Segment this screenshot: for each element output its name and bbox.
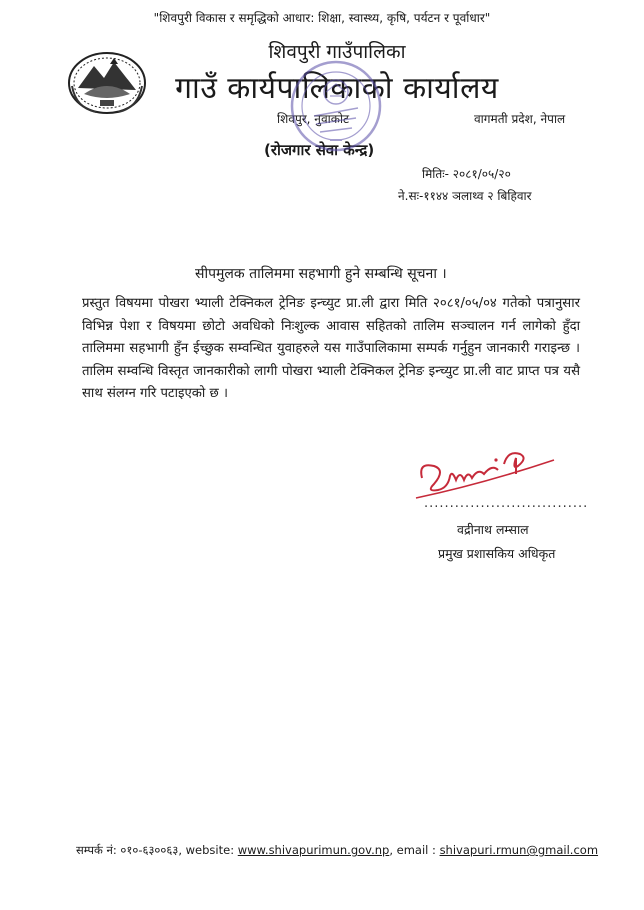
office-stamp-icon [286,56,386,156]
signature-line: ................................ [424,496,589,511]
website-link[interactable]: www.shivapurimun.gov.np [237,843,390,857]
email-label: , email : [389,843,440,857]
notice-subject: सीपमुलक तालिममा सहभागी हुने सम्बन्धि सूचना । [195,266,447,282]
motto: "शिवपुरी विकास र समृद्धिको आधार: शिक्षा, स्वास्थ्य, कृषि, पर्यटन र पूर्वाधार" [153,11,491,25]
website-label: website: [182,843,238,857]
municipality-name: शिवपुरी गाउँपालिका [268,41,406,63]
signer-name: वद्रीनाथ लम्साल [457,522,529,537]
center-name: (रोजगार सेवा केन्द्र) [264,141,375,159]
date-ad: मितिः- २०८१/०५/२० [422,167,511,181]
signer-title: प्रमुख प्रशासकिय अधिकृत [438,546,556,561]
email-link[interactable]: shivapuri.rmun@gmail.com [439,843,599,857]
province: वागमती प्रदेश, नेपाल [474,112,566,126]
office-address: शिवपुर, नुवाकोट [277,112,350,126]
contact-number: सम्पर्क नं: ०१०-६३००६३, [76,843,182,857]
date-ns: ने.सः-११४४ ञलाथ्व २ बिहिवार [398,189,532,203]
office-title: गाउँ कार्यपालिकाको कार्यालय [175,71,499,106]
footer-contact [76,843,598,858]
notice-body: प्रस्तुत विषयमा पोखरा भ्याली टेक्निकल ट्रेनिङ इन्च्युट प्रा.ली द्वारा मिति २०८१/०५/०४ गतेको पत्रानुसार विभिन्न पेशा र विषयमा छोटो अवधिको निःशुल्क आवास सहितको तालिम सञ्चालन गर्न लागेको हुँदा तालिममा सहभागी हुँन ईच्छुक सम्वन्धित युवाहरुले यस गाउँपालिकामा सम्पर्क गर्नुहुन जानकारी गराइन्छ । तालिम सम्वन्धि विस्तृत जानकारीको लागी पोखरा भ्याली टेक्निकल ट्रेनिङ इन्च्युट प्रा.ली वाट प्राप्त पत्र यसै साथ संलग्न गरि पटाइएको छ । [82,296,580,401]
